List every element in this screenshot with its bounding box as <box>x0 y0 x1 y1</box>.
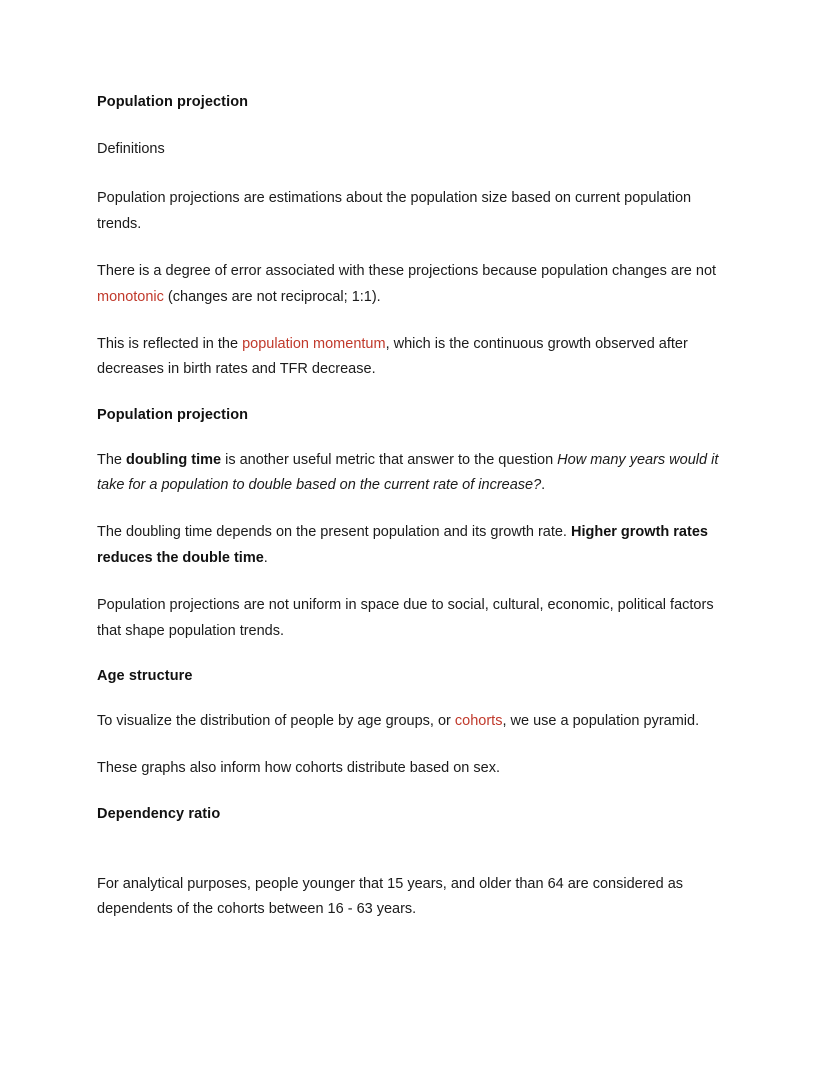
paragraph-population-momentum <box>97 332 729 383</box>
spacer <box>97 237 729 259</box>
term-population-momentum: population momentum <box>242 335 386 352</box>
term-monotonic: monotonic <box>97 288 164 305</box>
text-fragment: (changes are not reciprocal; 1:1). <box>163 288 381 305</box>
definitions-label: Definitions <box>97 141 165 158</box>
question-italic: How many years would it take for a population to double based on the current rate of increase? <box>97 451 719 494</box>
paragraph-doubling-time <box>97 448 729 499</box>
paragraph-projection-definition: Population projections are estimations about the population size based on current population trends. <box>97 190 692 232</box>
term-cohorts: cohorts <box>454 712 503 729</box>
section-heading-population-projection: Population projection <box>97 406 249 423</box>
paragraph-non-uniform: Population projections are not uniform in space due to social, cultural, economic, political factors that shape population trends. <box>97 597 714 639</box>
spacer <box>97 825 729 872</box>
text-fragment: , we use a population pyramid. <box>502 712 700 729</box>
text-fragment: , which is the continuous growth observed after decreases in birth rates and TFR decrease. <box>97 335 688 378</box>
spacer <box>97 782 729 804</box>
spacer <box>97 162 729 186</box>
spacer <box>97 644 729 666</box>
text-fragment: The doubling time depends on the present population and its growth rate. <box>97 524 571 541</box>
page-title: Population projection <box>97 94 249 110</box>
spacer <box>97 734 729 756</box>
text-fragment: To visualize the distribution of people by age groups, or <box>97 712 455 729</box>
paragraph-growth-rate <box>97 520 729 571</box>
text-fragment: This is reflected in the <box>97 335 243 352</box>
paragraph-sex-distribution: These graphs also inform how cohorts distribute based on sex. <box>97 760 500 777</box>
text-fragment: . <box>263 549 268 566</box>
spacer <box>97 310 729 332</box>
section-heading-age-structure: Age structure <box>97 667 193 684</box>
spacer <box>97 571 729 593</box>
spacer <box>97 426 729 448</box>
spacer <box>97 498 729 520</box>
emphasis-higher-growth-rates: Higher growth rates reduces the double time <box>97 524 708 566</box>
section-heading-dependency-ratio: Dependency ratio <box>97 805 221 822</box>
text-fragment: The <box>97 451 127 468</box>
paragraph-error-monotonic <box>97 259 729 310</box>
text-fragment: There is a degree of error associated with these projections because population changes are not <box>97 263 717 280</box>
emphasis-doubling-time: doubling time <box>126 451 222 468</box>
paragraph-dependency-definition: For analytical purposes, people younger that 15 years, and older than 64 are considered as dependents of the cohorts between 16 - 63 years. <box>97 875 684 918</box>
text-fragment: is another useful metric that answer to the question <box>221 451 558 468</box>
spacer <box>97 113 729 137</box>
document-body <box>97 92 729 922</box>
spacer <box>97 687 729 709</box>
text-fragment: . <box>541 477 546 494</box>
paragraph-cohorts <box>97 709 729 734</box>
spacer <box>97 383 729 405</box>
